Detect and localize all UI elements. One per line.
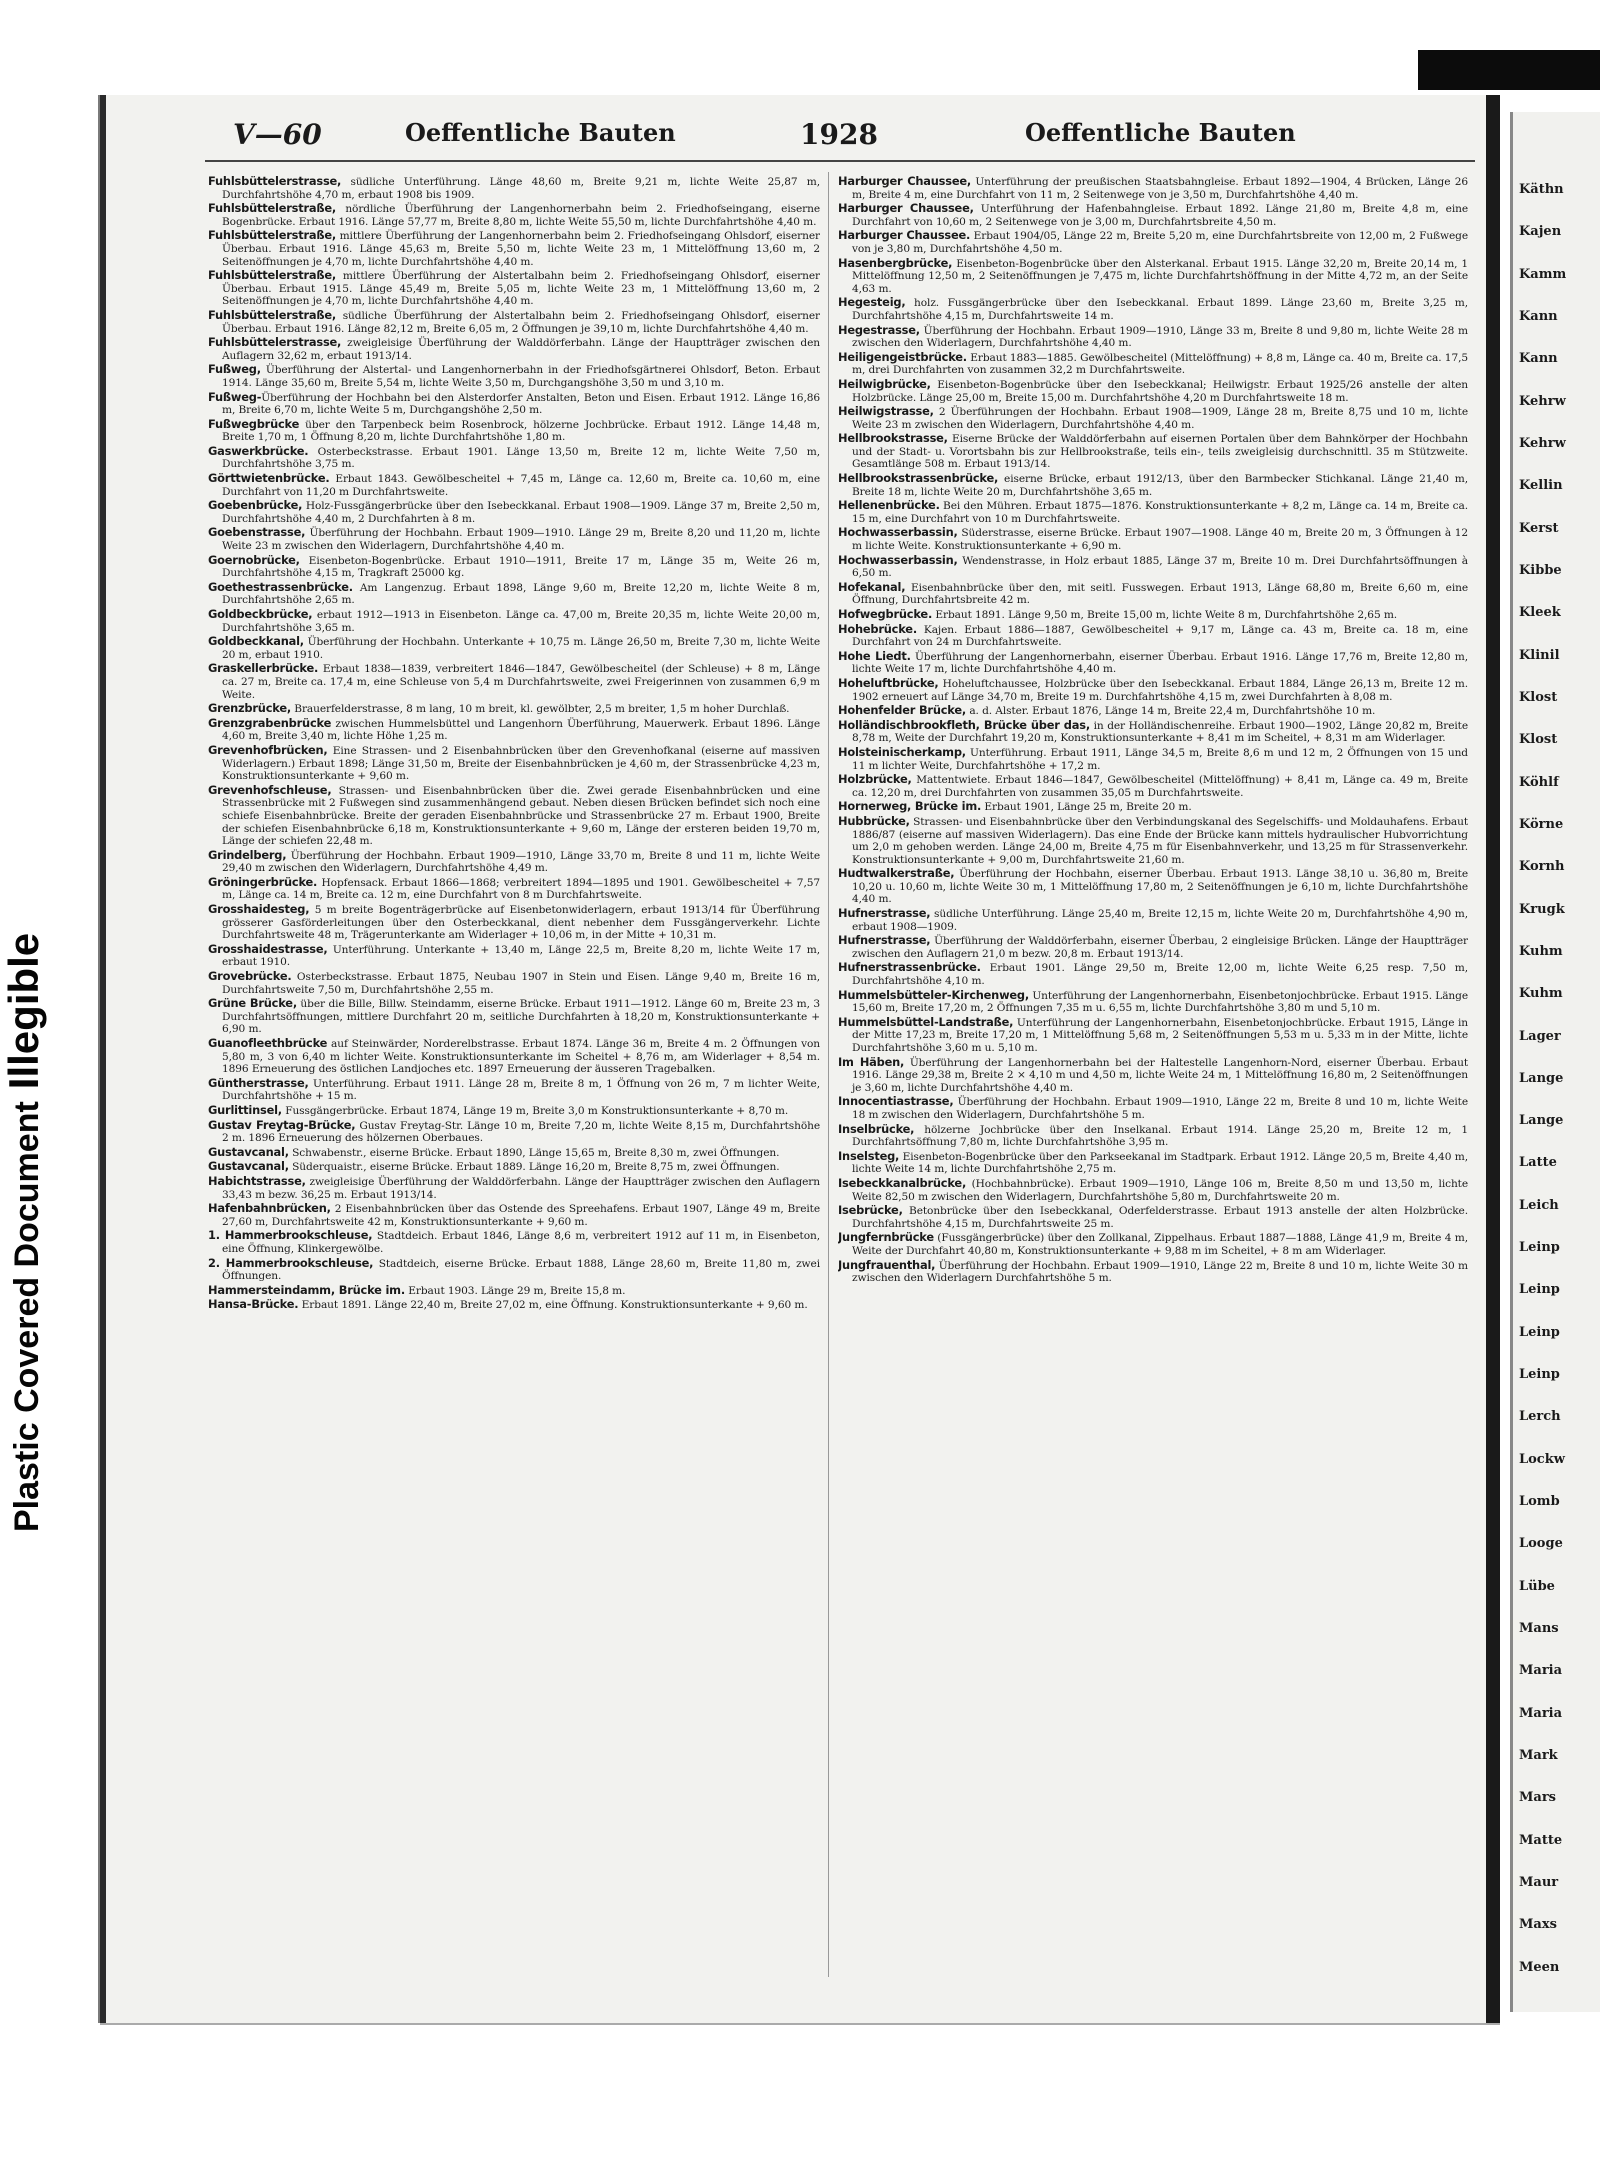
directory-entry	[838, 867, 1468, 906]
entry-name: Hohebrücke.	[838, 621, 917, 636]
entry-text: Eiserne Brücke der Walddörferbahn auf eisernen Portalen über dem Bahnkörper der Hochbahn und der Stadt- u. Vorortsbahn bis zur Hellbrookstraße, teils ein-, teils zweigleisig durchschnittl. 35 m Stützweite. Gesamtlänge 508 m. Erbaut 1913/14.	[852, 433, 1468, 471]
entry-name: Grevenhofschleuse,	[208, 782, 332, 797]
entry-text: Süderstrasse, eiserne Brücke. Erbaut 1907—1908. Länge 40 m, Breite 20 m, 3 Öffnungen à 12 m lichte Weite. Konstruktionsunterkante + 6,90 m.	[852, 527, 1468, 553]
entry-text: holz. Fussgängerbrücke über den Isebeckkanal. Erbaut 1899. Länge 23,60 m, Breite 3,25 m, Durchfahrtshöhe 4,15 m, Durchfahrtsweite 14 m.	[852, 297, 1468, 322]
directory-entry	[208, 418, 820, 444]
entry-text: Erbaut 1891. Länge 22,40 m, Breite 27,02 m, eine Öffnung. Konstruktionsunterkante + 9,60 m.	[298, 1299, 808, 1312]
entry-name: Hornerweg, Brücke im.	[838, 799, 982, 814]
entry-name: Hufnerstrassenbrücke.	[838, 960, 981, 975]
entry-name: Hofwegbrücke.	[838, 607, 933, 621]
next-page-word: Köhlf	[1519, 774, 1559, 790]
page-number: V—60	[233, 118, 322, 151]
directory-entry	[208, 363, 820, 389]
directory-entry	[838, 1056, 1468, 1095]
directory-entry	[838, 405, 1468, 431]
entry-name: Harburger Chaussee.	[838, 228, 971, 243]
entry-text: Strassen- und Eisenbahnbrücke über den Verbindungskanal des Segelschiffs- und Moldauhafens. Erbaut 1886/87 (eiserne auf massiven Widerlagern). Das eine Ende der Brücke kann mittels hydraulischer Hubvorrichtung um 2,0 m gehoben werden. Länge 24,00 m, Breite 4,75 m für Eisenbahnverkehr, und 13,25 m für Strassenverkehr. Konstruktionsunterkante + 9,00 m, Durchfahrtsweite 21,60 m.	[852, 815, 1468, 866]
entry-name: Im Häben,	[838, 1054, 905, 1069]
next-page-word: Kehrw	[1519, 393, 1566, 409]
directory-entry	[208, 526, 820, 552]
directory-entry	[208, 336, 820, 362]
entry-text: Überführung der Walddörferbahn, eiserner Überbau, 2 eingleisige Brücken. Länge der Hauptträger zwischen den Auflagern 21,0 m bezw. 20,8 m. Erbaut 1913/14.	[852, 935, 1468, 960]
entry-text: Hopfensack. Erbaut 1866—1868; verbreitert 1894—1895 und 1901. Gewölbescheitel + 7,57 m, Länge ca. 14 m, Breite ca. 12 m, eine Durchfahrt von 8 m Durchfahrtsweite.	[222, 876, 820, 902]
entry-text: Unterführung der preußischen Staatsbahngleise. Erbaut 1892—1904, 4 Brücken, Länge 26 m, Breite 4 m, eine Durchfahrt von 11 m, 2 Seitenwege von je 3,50 m, Durchfahrtshöhe 4,40 m.	[852, 176, 1468, 201]
directory-entry	[838, 989, 1468, 1015]
entry-text: erbaut 1912—1913 in Eisenbeton. Länge ca. 47,00 m, Breite 20,35 m, lichte Weite 20,00 m, Durchfahrtshöhe 3,65 m.	[222, 609, 820, 634]
entry-name: Hohenfelder Brücke,	[838, 703, 967, 718]
entry-text: Überführung der Hochbahn. Erbaut 1909—1910, Länge 22 m, Breite 8 und 10 m, lichte Weite 30 m zwischen den Widerlagern Durchfahrtshöhe 5 m.	[852, 1259, 1468, 1285]
directory-entry	[838, 526, 1468, 552]
next-page-word: Kehrw	[1519, 435, 1566, 451]
entry-text: (Hochbahnbrücke). Erbaut 1909—1910, Länge 106 m, Breite 8,50 m und 13,50 m, lichte Weite 82,50 m zwischen den Widerlagern, Durchfahrtshöhe 5,80 m, Durchfahrtsweite 20 m.	[852, 1177, 1468, 1203]
entry-text: Eisenbeton-Bogenbrücke über den Isebeckkanal; Heilwigstr. Erbaut 1925/26 anstelle der alten Holzbrücke. Länge 25,00 m, Breite 15,00 m. Durchfahrtshöhe 4,20 m Durchfahrtsweite 18 m.	[852, 378, 1468, 404]
directory-entry	[838, 677, 1468, 703]
directory-entry	[838, 719, 1468, 745]
entry-name: Goldbeckkanal,	[208, 634, 304, 649]
entry-text: eiserne Brücke, erbaut 1912/13, über den Barmbecker Stichkanal. Länge 21,40 m, Breite 18 m, lichte Weite 20 m, Durchfahrtshöhe 3,65 m.	[852, 473, 1468, 498]
directory-entry	[838, 554, 1468, 580]
entry-text: Überführung der Langenhornerbahn bei der Haltestelle Langenhorn-Nord, eiserner Überbau. Erbaut 1916. Länge 29,38 m, Breite 2 × 4,10 m und 4,50 m, lichte Weite 24 m, 1 Mittelöffnung 16,80 m, 2 Seitenöffnungen je 3,60 m, lichte Durchfahrtshöhe 4,40 m.	[852, 1056, 1468, 1094]
entry-text: Erbaut 1903. Länge 29 m, Breite 15,8 m.	[404, 1284, 626, 1297]
entry-text: Erbaut 1838—1839, verbreitert 1846—1847, Gewölbescheitel (der Schleuse) + 8 m, Länge ca. 27 m, Breite ca. 17,4 m, eine Schleuse von 5,4 m Durchfahrtsweite, zwei Freigerinnen von zusammen 6,9 m Weite.	[222, 663, 820, 701]
next-page-word: Mars	[1519, 1790, 1556, 1806]
directory-entry	[208, 1119, 820, 1145]
entry-text: Stadtdeich. Erbaut 1846, Länge 8,6 m, verbreitert 1912 auf 11 m, in Eisenbeton, eine Öffnung, Klinkergewölbe.	[222, 1230, 820, 1255]
next-page-word: Kajen	[1519, 224, 1562, 240]
entry-name: Holsteinischerkamp,	[838, 744, 966, 759]
next-page-word: Lange	[1519, 1113, 1564, 1129]
entry-name: Inselsteg,	[838, 1148, 900, 1163]
entry-text: Strassen- und Eisenbahnbrücken über die. Zwei gerade Eisenbahnbrücken und eine Strassenbrücke mit 2 Fußwegen sind zusammenhängend gebaut. Neben diesen Brücken befindet sich noch eine schiefe Eisenbahnbrücke. Breite der geraden Eisenbahnbrücke und Strassenbrücke 27 m. Erbaut 1900, Breite der schiefen Eisenbahnbrücke 6,18 m, Konstruktionsunterkante + 9,60 m, Länge der ersteren beiden 19,70 m, Länge der schiefen 22,48 m.	[222, 784, 820, 848]
entry-name: Holzbrücke,	[838, 772, 912, 787]
directory-entry	[838, 1123, 1468, 1149]
next-page-word: Lange	[1519, 1070, 1564, 1086]
entry-text: Eisenbeton-Bogenbrücke über den Parkseekanal im Stadtpark. Erbaut 1912. Länge 20,5 m, Breite 4,40 m, lichte Weite 14 m, lichte Durchfahrtshöhe 2,75 m.	[852, 1150, 1468, 1176]
header-year: 1928	[800, 118, 878, 151]
directory-entry	[208, 175, 820, 201]
directory-entry	[838, 472, 1468, 498]
entry-text: zwischen Hummelsbüttel und Langenhorn Überführung, Mauerwerk. Erbaut 1896. Länge 4,60 m, Breite 3,40 m, lichte Höhe 1,25 m.	[222, 717, 820, 743]
directory-entry	[838, 432, 1468, 471]
directory-entry	[208, 269, 820, 308]
directory-entry	[208, 554, 820, 580]
entry-name: Gurlittinsel,	[208, 1102, 282, 1117]
directory-entry	[208, 1146, 820, 1160]
next-page-word: Maria	[1519, 1705, 1563, 1721]
entry-text: Süderquaistr., eiserne Brücke. Erbaut 1889. Länge 16,20 m, Breite 8,75 m, zwei Öffnungen.	[288, 1161, 780, 1174]
next-page-edge	[1510, 112, 1600, 2012]
directory-entry	[838, 581, 1468, 607]
next-page-word: Maxs	[1519, 1917, 1557, 1933]
directory-entry	[838, 773, 1468, 799]
entry-name: Inselbrücke,	[838, 1121, 915, 1136]
entry-text: Hoheluftchaussee, Holzbrücke über den Isebeckkanal. Erbaut 1884, Länge 26,13 m, Breite 12 m. 1902 erneuert auf Länge 34,70 m, Breite 19 m. Durchfahrtshöhe 4,15 m, zwei Durchfahrten à 8,08 m.	[852, 677, 1468, 703]
entry-text: Überführung der Hochbahn. Erbaut 1909—1910, Länge 22 m, Breite 8 und 10 m, lichte Weite 18 m zwischen den Widerlagern, Durchfahrtshöhe 5 m.	[852, 1096, 1468, 1121]
entry-text: Überführung der Hochbahn, eiserner Überbau. Erbaut 1913. Länge 38,10 u. 36,80 m, Breite 10,20 u. 10,60 m, lichte Weite 30 m, 1 Mittelöffnung 17,80 m, 2 Seitenöffnungen je 6,10 m, lichte Durchfahrtshöhe 4,40 m.	[852, 868, 1468, 906]
next-page-word: Lockw	[1519, 1451, 1565, 1467]
entry-name: Hafenbahnbrücken,	[208, 1201, 331, 1216]
directory-entry	[838, 907, 1468, 933]
directory-entry	[838, 351, 1468, 377]
entry-name: Grovebrücke.	[208, 969, 292, 984]
directory-entry	[208, 391, 820, 417]
entry-text: Unterführung. Unterkante + 13,40 m, Länge 22,5 m, Breite 8,20 m, lichte Weite 17 m, erbaut 1910.	[222, 943, 820, 969]
directory-entry	[208, 635, 820, 661]
left-column	[208, 175, 820, 1975]
entry-name: Güntherstrasse,	[208, 1075, 309, 1090]
directory-entry	[838, 608, 1468, 622]
next-page-word: Kornh	[1519, 859, 1565, 875]
directory-entry	[838, 746, 1468, 772]
next-page-word: Käthn	[1519, 182, 1564, 197]
entry-name: Grindelberg,	[208, 847, 287, 862]
directory-entry	[208, 445, 820, 471]
next-page-word: Kuhm	[1519, 986, 1563, 1002]
entry-name: Hummelsbütteler-Kirchenweg,	[838, 987, 1030, 1002]
entry-text: über die Bille, Billw. Steindamm, eiserne Brücke. Erbaut 1911—1912. Länge 60 m, Breite 23 m, 3 Durchfahrtsöffnungen, mittlere Durchfahrt 20 m, seitliche Durchfahrten à 18,20 m, Konstruktionsunterkante + 6,90 m.	[222, 998, 820, 1036]
entry-text: Unterführung der Langenhornerbahn, Eisenbetonjochbrücke. Erbaut 1915. Länge 15,60 m, Breite 17,20 m, 2 Öffnungen 7,35 m u. 6,55 m, lichte Durchfahrtshöhe 3,80 m und 5,10 m.	[852, 989, 1468, 1015]
next-page-word: Leich	[1519, 1197, 1559, 1213]
scan-black-corner	[1418, 50, 1600, 90]
entry-text: Eisenbeton-Bogenbrücke. Erbaut 1910—1911, Breite 17 m, Länge 35 m, Weite 26 m, Durchfahrtshöhe 4,15 m, Tragkraft 25000 kg.	[222, 554, 820, 580]
entry-name: Heilwigbrücke,	[838, 376, 931, 391]
entry-text: Unterführung der Hafenbahngleise. Erbaut 1892. Länge 21,80 m, Breite 4,8 m, eine Durchfahrt von 10,60 m, 2 Seitenwege von je 3,00 m, Durchfahrtsbreite 4,50 m.	[852, 203, 1468, 228]
directory-entry	[208, 1077, 820, 1103]
directory-entry	[208, 662, 820, 701]
header-rule	[205, 160, 1475, 162]
entry-name: Fuhlsbüttelerstrasse,	[208, 335, 342, 350]
next-page-word: Maria	[1519, 1663, 1563, 1679]
directory-entry	[208, 1229, 820, 1255]
entry-text: Unterführung der Langenhornerbahn, Eisenbetonjochbrücke. Erbaut 1915, Länge in der Mitte 17,23 m, Breite 17,20 m, 1 Mittelöffnung 5,68 m, 2 Seitenöffnungen 5,53 m u. 5,33 m in der Mitte, lichte Durchfahrtshöhe 3,60 m u. 5,10 m.	[852, 1016, 1468, 1054]
directory-entry	[838, 296, 1468, 322]
entry-text: Erbaut 1901. Länge 29,50 m, Breite 12,00 m, lichte Weite 6,25 resp. 7,50 m, Durchfahrtshöhe 4,10 m.	[852, 962, 1468, 988]
entry-name: Gustavcanal,	[208, 1159, 289, 1174]
entry-name: Fuhlsbüttelerstrasse,	[208, 175, 342, 188]
entry-text: Überführung der Hochbahn. Erbaut 1909—1910. Länge 29 m, Breite 8,20 und 11,20 m, lichte Weite 23 m zwischen den Widerlagern, Durchfahrtshöhe 4,40 m.	[222, 527, 820, 553]
next-page-word: Mark	[1519, 1748, 1558, 1764]
entry-text: Überführung der Langenhornerbahn, eiserner Überbau. Erbaut 1916. Länge 17,76 m, Breite 12,80 m, lichte Weite 17 m, lichte Durchfahrtshöhe 4,40 m.	[852, 650, 1468, 676]
directory-entry	[838, 1259, 1468, 1285]
entry-name: Gaswerkbrücke.	[208, 443, 309, 458]
entry-text: Erbaut 1883—1885. Gewölbescheitel (Mittelöffnung) + 8,8 m, Länge ca. 40 m, Breite ca. 17,5 m, drei Durchfahrten von zusammen 32,2 m Durchfahrtsweite.	[852, 351, 1468, 377]
directory-entry	[838, 1016, 1468, 1055]
next-page-word: Kann	[1519, 308, 1558, 324]
directory-entry	[208, 784, 820, 848]
entry-name: Görttwietenbrücke.	[208, 471, 330, 486]
directory-entry	[208, 970, 820, 996]
entry-name: Guanofleethbrücke	[208, 1036, 328, 1050]
entry-text: nördliche Überführung der Langenhornerbahn beim 2. Friedhofseingang, eiserne Bogenbrücke. Erbaut 1916. Länge 57,77 m, Breite 8,80 m, lichte Weite 55,50 m, lichte Durchfahrtshöhe 4,40 m.	[222, 203, 820, 228]
entry-name: Graskellerbrücke.	[208, 661, 319, 676]
entry-name: Hohe Liedt.	[838, 648, 911, 663]
entry-name: Hegesteig,	[838, 295, 906, 310]
entry-name: Fuhlsbüttelerstraße,	[208, 307, 337, 322]
entry-name: Grosshaidestrasse,	[208, 941, 328, 956]
directory-entry	[838, 623, 1468, 649]
next-page-word: Maur	[1519, 1875, 1559, 1891]
next-page-word: Kerst	[1519, 520, 1559, 536]
entry-name: Grenzgrabenbrücke	[208, 715, 332, 730]
directory-entry	[208, 1284, 820, 1298]
directory-entry	[208, 702, 820, 716]
entry-name: Goernobrücke,	[208, 552, 300, 567]
entry-text: hölzerne Jochbrücke über den Inselkanal. Erbaut 1914. Länge 25,20 m, Breite 12 m, 1 Durchfahrtsöffnung 7,80 m, lichte Durchfahrtshöhe 3,95 m.	[852, 1123, 1468, 1149]
entry-text: Eisenbeton-Bogenbrücke über den Alsterkanal. Erbaut 1915. Länge 32,20 m, Breite 20,14 m, 1 Mittelöffnung 12,50 m, 2 Seitenöffnungen je 7,475 m, lichte Durchfahrtshöffnung in der Mitte 4,72 m, an der Seite 4,63 m.	[852, 257, 1468, 295]
entry-text: über den Tarpenbeck beim Rosenbrock, hölzerne Jochbrücke. Erbaut 1912. Länge 14,48 m, Breite 1,70 m, 1 Öffnung 8,20 m, lichte Durchfahrtshöhe 1,80 m.	[222, 418, 820, 444]
next-page-word: Meen	[1519, 1959, 1560, 1975]
entry-name: Hummelsbüttel-Landstraße,	[838, 1014, 1014, 1029]
next-page-word: Kibbe	[1519, 562, 1562, 578]
entry-name: Jungfrauenthal,	[838, 1257, 936, 1272]
directory-entry	[838, 378, 1468, 404]
entry-text: Erbaut 1904/05, Länge 22 m, Breite 5,20 m, eine Durchfahrtsbreite von 12,00 m, 2 Fußwege von je 3,80 m, Durchfahrtshöhe 4,50 m.	[852, 230, 1468, 255]
entry-text: Überführung der Hochbahn bei den Alsterdorfer Anstalten, Beton und Eisen. Erbaut 1912. Länge 16,86 m, Breite 6,70 m, lichte Weite 5 m, Durchgangshöhe 2,50 m.	[222, 391, 820, 417]
column-divider	[828, 172, 829, 1977]
next-page-word: Looge	[1519, 1536, 1563, 1552]
directory-entry	[208, 849, 820, 875]
entry-name: Heiligengeistbrücke.	[838, 349, 967, 364]
entry-name: Fuhlsbüttelerstraße,	[208, 268, 337, 283]
next-page-word: Kamm	[1519, 266, 1567, 282]
entry-text: Osterbeckstrasse. Erbaut 1875, Neubau 1907 in Stein und Eisen. Länge 9,40 m, Breite 16 m, Durchfahrtsweite 7,50 m, Durchfahrtshöhe 2,55 m.	[222, 971, 820, 996]
entry-name: Hubbrücke,	[838, 813, 910, 828]
directory-entry	[208, 1175, 820, 1201]
entry-name: Hudtwalkerstraße,	[838, 866, 955, 881]
entry-text: Überführung der Hochbahn. Unterkante + 10,75 m. Länge 26,50 m, Breite 7,30 m, lichte Weite 20 m, erbaut 1910.	[222, 636, 820, 661]
next-page-word: Latte	[1519, 1155, 1557, 1171]
next-page-word: Klost	[1519, 689, 1558, 705]
directory-entry	[208, 744, 820, 783]
directory-entry	[208, 202, 820, 228]
entry-text: südliche Überführung der Alstertalbahn beim 2. Friedhofseingang Ohlsdorf, eiserner Überbau. Erbaut 1916. Länge 82,12 m, Breite 6,05 m, 2 Öffnungen je 39,10 m, lichte Durchfahrtshöhe 4,40 m.	[222, 309, 820, 335]
entry-name: 1. Hammerbrookschleuse,	[208, 1228, 373, 1243]
entry-text: Schwabenstr., eiserne Brücke. Erbaut 1890, Länge 15,65 m, Breite 8,30 m, zwei Öffnungen.	[288, 1146, 780, 1159]
header-title-right: Oeffentliche Bauten	[1025, 118, 1296, 147]
next-page-word: Lomb	[1519, 1494, 1560, 1510]
entry-name: Grosshaidesteg,	[208, 902, 310, 917]
directory-entry	[838, 324, 1468, 350]
entry-name: Goebenstrasse,	[208, 525, 306, 540]
entry-name: Hansa-Brücke.	[208, 1297, 299, 1312]
next-page-word: Mans	[1519, 1621, 1559, 1637]
entry-name: Hufnerstrasse,	[838, 906, 931, 921]
directory-entry	[838, 1231, 1468, 1257]
entry-name: Gustavcanal,	[208, 1144, 289, 1159]
entry-name: Goethestrassenbrücke.	[208, 579, 353, 594]
directory-entry	[838, 704, 1468, 718]
entry-name: Isebrücke,	[838, 1203, 903, 1218]
entry-name: Isebeckkanalbrücke,	[838, 1175, 967, 1190]
directory-entry	[838, 650, 1468, 676]
entry-text: Erbaut 1891. Länge 9,50 m, Breite 15,00 m, lichte Weite 8 m, Durchfahrtshöhe 2,65 m.	[932, 609, 1398, 621]
entry-name: 2. Hammerbrookschleuse,	[208, 1255, 374, 1270]
entry-name: Grevenhofbrücken,	[208, 742, 328, 757]
entry-text: südliche Unterführung. Länge 25,40 m, Breite 12,15 m, lichte Weite 20 m, Durchfahrtshöhe 4,90 m, erbaut 1908—1909.	[852, 908, 1468, 933]
next-page-word: Leinp	[1519, 1282, 1560, 1298]
entry-text: 2 Eisenbahnbrücken über das Ostende des Spreehafens. Erbaut 1907, Länge 49 m, Breite 27,60 m, Durchfahrtsweite 42 m, Konstruktionsunterkante + 9,60 m.	[222, 1203, 820, 1228]
directory-entry	[208, 997, 820, 1036]
entry-text: Überführung der Alstertal- und Langenhornerbahn in der Friedhofsgärtnerei Ohlsdorf, Beton. Erbaut 1914. Länge 35,60 m, Breite 5,54 m, lichte Weite 3,50 m, Durchgangshöhe 3,50 m und 3,10 m.	[222, 364, 820, 389]
page-header	[235, 118, 1475, 158]
entry-name: Hoheluftbrücke,	[838, 675, 939, 690]
entry-text: 2 Überführungen der Hochbahn. Erbaut 1908—1909, Länge 28 m, Breite 8,75 und 10 m, lichte Weite 23 m zwischen den Widerlagern, Durchfahrtshöhe 4,40 m.	[852, 406, 1468, 431]
directory-entry	[208, 1257, 820, 1283]
entry-text: Gustav Freytag-Str. Länge 10 m, Breite 7,20 m, lichte Weite 8,15 m, Durchfahrtshöhe 2 m. 1896 Erneuerung des hölzernen Oberbaues.	[222, 1119, 820, 1145]
entry-text: Osterbeckstrasse. Erbaut 1901. Länge 13,50 m, Breite 12 m, lichte Weite 7,50 m, Durchfahrtshöhe 3,75 m.	[222, 445, 820, 471]
directory-entry	[208, 717, 820, 743]
entry-name: Fuhlsbüttelerstraße,	[208, 201, 337, 216]
next-page-word: Kleek	[1519, 605, 1561, 621]
entry-name: Grenzbrücke,	[208, 701, 291, 716]
directory-entry	[838, 202, 1468, 228]
next-page-word: Klost	[1519, 732, 1558, 748]
entry-name: Innocentiastrasse,	[838, 1094, 954, 1109]
entry-text: auf Steinwärder, Norderelbstrasse. Erbaut 1874. Länge 36 m, Breite 4 m. 2 Öffnungen von 5,80 m, 3 von 6,40 m lichter Weite. Konstruktionsunterkante im Scheitel + 8,76 m, am Widerlager + 8,54 m. 1896 Erneuerung des östlichen Landjoches etc. 1897 Erneuerung der äusseren Tragebalken.	[222, 1038, 820, 1076]
entry-name: Hofekanal,	[838, 579, 906, 594]
next-page-word: Klinil	[1519, 647, 1560, 663]
entry-text: 5 m breite Bogenträgerbrücke auf Eisenbetonwiderlagern, erbaut 1913/14 für Überführung grösserer Gasförderleitungen über den Osterbeckkanal, dient nebenher dem Fussgängerverkehr. Lichte Durchfahrtsweite 48 m, Trägerunterkante am Widerlager + 10,06 m, in der Mitte + 10,31 m.	[222, 904, 820, 942]
entry-name: Hochwasserbassin,	[838, 525, 958, 540]
entry-text: Holz-Fussgängerbrücke über den Isebeckkanal. Erbaut 1908—1909. Länge 37 m, Breite 2,50 m, Durchfahrtshöhe 4,40 m, 2 Durchfahrten à 8 m.	[222, 500, 820, 525]
entry-name: Goldbeckbrücke,	[208, 607, 313, 621]
entry-name: Fußwegbrücke	[208, 416, 300, 431]
entry-text: Wendenstrasse, in Holz erbaut 1885, Länge 37 m, Breite 10 m. Drei Durchfahrtsöffnungen à 6,50 m.	[852, 554, 1468, 580]
directory-entry	[208, 1160, 820, 1174]
entry-text: Betonbrücke über den Isebeckkanal, Oderfelderstrasse. Erbaut 1913 anstelle der alten Holzbrücke. Durchfahrtshöhe 4,15 m, Durchfahrtsweite 25 m.	[852, 1205, 1468, 1230]
entry-name: Harburger Chaussee,	[838, 201, 974, 216]
directory-entry	[208, 1104, 820, 1118]
entry-name: Hammersteindamm, Brücke im.	[208, 1282, 405, 1297]
directory-entry	[838, 499, 1468, 525]
directory-entry	[208, 1037, 820, 1076]
entry-name: Hasenbergbrücke,	[838, 255, 953, 270]
entry-text: Erbaut 1843. Gewölbescheitel + 7,45 m, Länge ca. 12,60 m, Breite ca. 10,60 m, eine Durchfahrt von 11,20 m Durchfahrtsweite.	[222, 473, 820, 498]
right-column	[838, 175, 1468, 1975]
entry-name: Hellenenbrücke.	[838, 498, 940, 513]
next-page-word: Leinp	[1519, 1367, 1560, 1383]
entry-name: Holländischbrookfleth, Brücke über das,	[838, 717, 1090, 732]
directory-entry	[838, 1150, 1468, 1176]
entry-text: mittlere Überführung der Langenhornerbahn beim 2. Friedhofseingang Ohlsdorf, eiserner Überbau. Erbaut 1916. Länge 45,63 m, Breite 5,50 m, lichte Weite 23 m, 1 Mittelöffnung 13,60 m, 2 Seitenöffnungen je 4,70 m, lichte Durchfahrtshöhe 4,40 m.	[222, 230, 820, 268]
side-label-line1: Plastic Covered Document	[8, 1101, 46, 1532]
directory-entry	[208, 581, 820, 607]
entry-text: Eine Strassen- und 2 Eisenbahnbrücken über den Grevenhofkanal (eiserne auf massiven Widerlagern.) Erbaut 1898; Länge 31,50 m, Breite der Eisenbahnbrücken je 4,60 m, der Strassenbrücke 4,23 m, Konstruktionsunterkante + 9,60 m.	[222, 744, 820, 783]
entry-text: zweigleisige Überführung der Walddörferbahn. Länge der Hauptträger zwischen den Auflagern 33,43 m bezw. 36,25 m. Erbaut 1913/14.	[222, 1175, 820, 1201]
directory-entry	[208, 1298, 820, 1312]
directory-entry	[838, 257, 1468, 296]
next-page-word: Körne	[1519, 816, 1564, 832]
directory-entry	[838, 1177, 1468, 1203]
entry-text: Unterführung. Erbaut 1911, Länge 34,5 m, Breite 8,6 m und 12 m, 2 Öffnungen von 15 und 11 m lichter Weite, Durchfahrtshöhe + 17,2 m.	[852, 746, 1468, 772]
entry-text: Unterführung. Erbaut 1911. Länge 28 m, Breite 8 m, 1 Öffnung von 26 m, 7 m lichter Weite, Durchfahrtshöhe + 15 m.	[222, 1077, 820, 1103]
directory-entry	[838, 815, 1468, 866]
directory-entry	[838, 1095, 1468, 1121]
directory-entry	[208, 876, 820, 902]
entry-text: Bei den Mühren. Erbaut 1875—1876. Konstruktionsunterkante + 8,2 m, Länge ca. 14 m, Breite ca. 15 m, eine Durchfahrt von 10 m Durchfahrtsweite.	[852, 500, 1468, 525]
directory-entry	[208, 229, 820, 268]
entry-name: Fußweg,	[208, 362, 261, 377]
page-bottom-edge	[100, 2023, 1500, 2025]
entry-text: (Fussgängerbrücke) über den Zollkanal, Zippelhaus. Erbaut 1887—1888, Länge 41,9 m, Breite 4 m, Weite der Durchfahrt 40,80 m, Konstruktionsunterkante + 9,88 m im Scheitel, + 8 m am Widerlager.	[852, 1232, 1468, 1257]
entry-name: Gröningerbrücke.	[208, 874, 318, 889]
entry-text: Mattentwiete. Erbaut 1846—1847, Gewölbescheitel (Mittelöffnung) + 8,41 m, Länge ca. 49 m, Breite ca. 12,20 m, drei Durchfahrten von zusammen 35,05 m Durchfahrtsweite.	[852, 774, 1468, 799]
next-page-word: Lübe	[1519, 1578, 1555, 1594]
entry-name: Harburger Chaussee,	[838, 175, 972, 188]
plastic-covered-label	[0, 932, 47, 1532]
directory-entry	[208, 472, 820, 498]
entry-name: Hufnerstrasse,	[838, 933, 931, 948]
entry-text: Am Langenzug. Erbaut 1898, Länge 9,60 m, Breite 12,20 m, lichte Weite 8 m, Durchfahrtshöhe 2,65 m.	[222, 581, 820, 607]
directory-entry	[838, 1204, 1468, 1230]
directory-entry	[838, 961, 1468, 987]
directory-entry	[208, 608, 820, 634]
header-title-left: Oeffentliche Bauten	[405, 118, 676, 147]
entry-text: Fussgängerbrücke. Erbaut 1874, Länge 19 m, Breite 3,0 m Konstruktionsunterkante + 8,70 m.	[281, 1104, 789, 1117]
entry-text: zweigleisige Überführung der Walddörferbahn. Länge der Hauptträger zwischen den Auflagern 32,62 m, erbaut 1913/14.	[222, 337, 820, 362]
next-page-word: Lager	[1519, 1028, 1561, 1044]
entry-name: Grüne Brücke,	[208, 996, 297, 1011]
entry-name: Hegestrasse,	[838, 322, 920, 337]
entry-name: Gustav Freytag-Brücke,	[208, 1117, 356, 1132]
next-page-word: Kuhm	[1519, 943, 1563, 959]
entry-name: Jungfernbrücke	[838, 1230, 934, 1245]
next-page-word: Matte	[1519, 1832, 1563, 1848]
directory-entry	[208, 1202, 820, 1228]
entry-name: Hellbrookstrasse,	[838, 431, 948, 446]
entry-name: Fuhlsbüttelerstraße,	[208, 228, 337, 243]
entry-text: Brauerfelderstrasse, 8 m lang, 10 m breit, kl. gewölbter, 2,5 m breiter, 1,5 m hoher Durchlaß.	[291, 703, 790, 716]
entry-text: a. d. Alster. Erbaut 1876, Länge 14 m, Breite 22,4 m, Durchfahrtshöhe 10 m.	[966, 705, 1376, 718]
next-page-word: Kellin	[1519, 478, 1563, 494]
entry-text: Eisenbahnbrücke über den, mit seitl. Fusswegen. Erbaut 1913, Länge 68,80 m, Breite 6,60 m, eine Öffnung, Durchfahrtsbreite 42 m.	[852, 581, 1468, 607]
next-page-word: Kann	[1519, 351, 1558, 367]
directory-entry	[838, 934, 1468, 960]
entry-text: in der Holländischenreihe. Erbaut 1900—1902, Länge 20,82 m, Breite 8,78 m, Weite der Durchfahrt 19,20 m, Konstruktionsunterkante + 8,41 m im Scheitel, + 8,31 m am Widerlager.	[852, 719, 1468, 745]
entry-text: Kajen. Erbaut 1886—1887, Gewölbescheitel + 9,17 m, Länge ca. 43 m, Breite ca. 18 m, eine Durchfahrt von 24 m Durchfahrtsweite.	[852, 623, 1468, 649]
directory-entry	[838, 175, 1468, 201]
directory-entry	[208, 309, 820, 335]
entry-text: Überführung der Hochbahn. Erbaut 1909—1910, Länge 33 m, Breite 8 und 9,80 m, lichte Weite 28 m zwischen den Widerlagern, Durchfahrtshöhe 4,40 m.	[852, 324, 1468, 350]
directory-entry	[838, 800, 1468, 814]
entry-text: Stadtdeich, eiserne Brücke. Erbaut 1888, Länge 28,60 m, Breite 11,80 m, zwei Öffnungen.	[222, 1257, 820, 1283]
entry-name: Heilwigstrasse,	[838, 404, 934, 419]
entry-text: südliche Unterführung. Länge 48,60 m, Breite 9,21 m, lichte Weite 25,87 m, Durchfahrtshöhe 4,70 m, erbaut 1908 bis 1909.	[222, 176, 820, 201]
side-label-line2: Illegible	[0, 932, 47, 1090]
next-page-word: Krugk	[1519, 901, 1565, 917]
entry-name: Goebenbrücke,	[208, 498, 303, 513]
next-page-word: Lerch	[1519, 1409, 1561, 1425]
next-page-word: Leinp	[1519, 1240, 1560, 1256]
directory-entry	[208, 943, 820, 969]
entry-name: Hochwasserbassin,	[838, 552, 958, 567]
entry-name: Fußweg-	[208, 389, 262, 404]
entry-name: Habichtstrasse,	[208, 1173, 306, 1188]
entry-text: Überführung der Hochbahn. Erbaut 1909—1910, Länge 33,70 m, Breite 8 und 11 m, lichte Weite 29,40 m zwischen den Widerlagern, Durchfahrtshöhe 4,49 m.	[222, 849, 820, 875]
next-page-word: Leinp	[1519, 1324, 1560, 1340]
directory-entry	[208, 903, 820, 942]
entry-text: Erbaut 1901, Länge 25 m, Breite 20 m.	[981, 801, 1192, 814]
entry-name: Hellbrookstrassenbrücke,	[838, 471, 999, 486]
entry-text: mittlere Überführung der Alstertalbahn beim 2. Friedhofseingang Ohlsdorf, eiserner Überbau. Erbaut 1915. Länge 45,49 m, Breite 5,05 m, lichte Weite 23 m, 1 Mittelöffnung 13,60 m, 2 Seitenöffnungen je 4,70 m, lichte Durchfahrtshöhe 4,40 m.	[222, 270, 820, 308]
directory-entry	[208, 499, 820, 525]
page-gutter	[1486, 95, 1500, 2023]
directory-entry	[838, 229, 1468, 255]
